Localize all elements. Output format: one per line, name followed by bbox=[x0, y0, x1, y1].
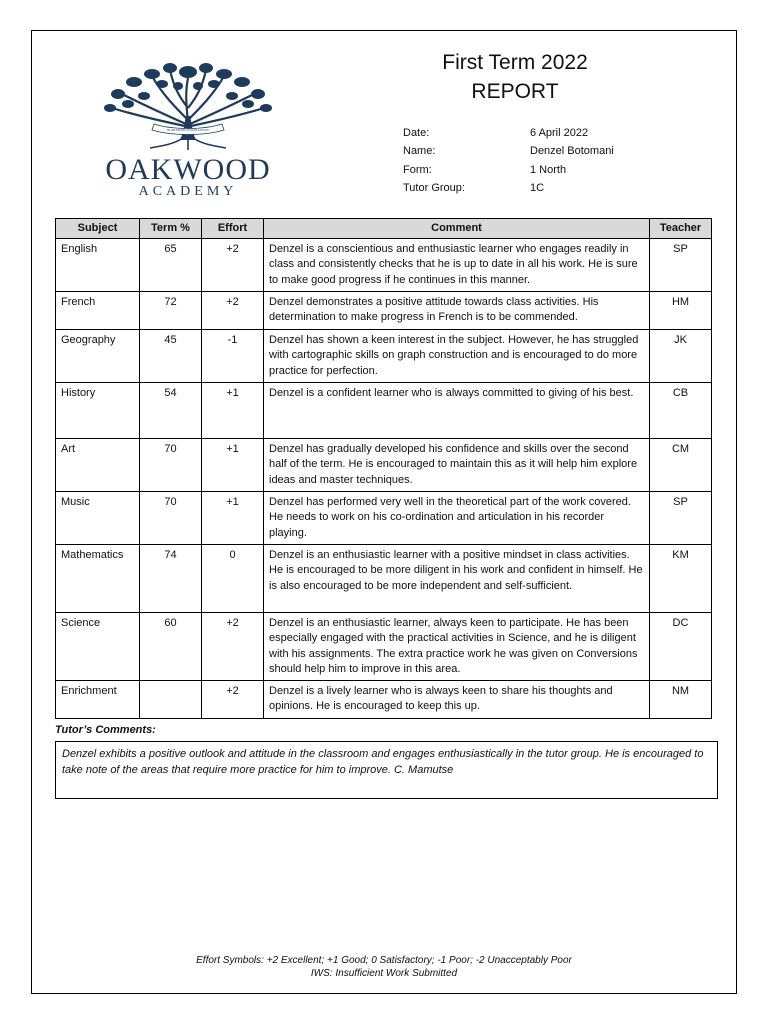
student-info bbox=[403, 124, 614, 197]
info-value: 6 April 2022 bbox=[530, 127, 589, 139]
logo-name: OAKWOOD bbox=[105, 153, 271, 186]
effort-symbols-legend: Effort Symbols: +2 Excellent; +1 Good; 0 Satisfactory; -1 Poor; -2 Unacceptably Poor bbox=[196, 955, 572, 966]
table-row bbox=[56, 292, 712, 330]
effort-cell: +2 bbox=[202, 239, 264, 292]
table-row bbox=[56, 439, 712, 492]
report-title-line1: First Term 2022 bbox=[442, 51, 588, 74]
table-row bbox=[56, 681, 712, 719]
teacher-cell: SP bbox=[650, 492, 712, 545]
info-value: 1C bbox=[530, 181, 545, 194]
grades-table bbox=[55, 218, 712, 719]
table-row bbox=[56, 239, 712, 292]
table-row bbox=[56, 545, 712, 613]
comment-cell: Denzel is a conscientious and enthusiastic learner who engages readily in class and consistently checks that he is up to date in all his work. He is sure to make good progress if he continues in this manner. bbox=[264, 239, 650, 292]
info-value: Denzel Botomani bbox=[530, 145, 614, 158]
column-header: Term % bbox=[140, 219, 202, 239]
report-title bbox=[380, 48, 650, 106]
info-label: Name: bbox=[403, 145, 436, 158]
info-row-form bbox=[403, 161, 614, 179]
subject-cell: Geography bbox=[56, 330, 140, 383]
school-logo bbox=[88, 58, 288, 203]
effort-cell: +1 bbox=[202, 492, 264, 545]
column-header: Subject bbox=[56, 219, 140, 239]
effort-cell: +2 bbox=[202, 292, 264, 330]
comment-cell: Denzel is a lively learner who is always keen to share his thoughts and opinions. He is encouraged to keep this up. bbox=[264, 681, 650, 719]
column-header: Effort bbox=[202, 219, 264, 239]
term-cell: 70 bbox=[140, 492, 202, 545]
term-cell: 54 bbox=[140, 383, 202, 439]
table-header-row bbox=[56, 219, 712, 239]
info-row-tutor-group bbox=[403, 179, 614, 197]
term-cell bbox=[140, 681, 202, 719]
tutor-comments-label: Tutor’s Comments: bbox=[55, 724, 156, 736]
comment-cell: Denzel is a confident learner who is always committed to giving of his best. bbox=[264, 383, 650, 439]
term-cell: 70 bbox=[140, 439, 202, 492]
table-row bbox=[56, 492, 712, 545]
term-cell: 65 bbox=[140, 239, 202, 292]
teacher-cell: DC bbox=[650, 613, 712, 681]
teacher-cell: SP bbox=[650, 239, 712, 292]
effort-cell: +1 bbox=[202, 383, 264, 439]
subject-cell: Music bbox=[56, 492, 140, 545]
term-cell: 72 bbox=[140, 292, 202, 330]
comment-cell: Denzel has shown a keen interest in the subject. However, he has struggled with cartographic skills on graph construction and is encouraged to do more practice for perfection. bbox=[264, 330, 650, 383]
effort-cell: +2 bbox=[202, 613, 264, 681]
iws-legend: IWS: Insufficient Work Submitted bbox=[310, 968, 458, 979]
effort-cell: +2 bbox=[202, 681, 264, 719]
tutor-comments-box: Denzel exhibits a positive outlook and attitude in the classroom and engages enthusiastically in the tutor group. He is encouraged to take note of the areas that require more practice for him to improve. C. Mamutse bbox=[55, 741, 718, 799]
comment-cell: Denzel is an enthusiastic learner with a positive mindset in class activities. He is encouraged to be more diligent in his work and confident in himself. He is also encouraged to be more independent and self-sufficient. bbox=[264, 545, 650, 613]
subject-cell: French bbox=[56, 292, 140, 330]
subject-cell: Mathematics bbox=[56, 545, 140, 613]
info-row-name bbox=[403, 142, 614, 160]
logo-ribbon-text: NURTURING EXCELLENCE bbox=[166, 128, 210, 132]
table-row bbox=[56, 613, 712, 681]
teacher-cell: NM bbox=[650, 681, 712, 719]
subject-cell: Science bbox=[56, 613, 140, 681]
teacher-cell: CM bbox=[650, 439, 712, 492]
table-row bbox=[56, 383, 712, 439]
comment-cell: Denzel is an enthusiastic learner, always keen to participate. He has been especially engaged with the practical activities in Science, and he is diligent with his assignments. The extra practice work he was given on Conversions should help him to improve in this area. bbox=[264, 613, 650, 681]
term-cell: 60 bbox=[140, 613, 202, 681]
effort-key-footer bbox=[31, 954, 737, 980]
comment-cell: Denzel has performed very well in the theoretical part of the work covered. He needs to work on his co-ordination and articulation in his recorder playing. bbox=[264, 492, 650, 545]
column-header: Comment bbox=[264, 219, 650, 239]
info-row-date bbox=[403, 124, 614, 142]
teacher-cell: JK bbox=[650, 330, 712, 383]
info-value: 1 North bbox=[530, 163, 567, 176]
comment-cell: Denzel has gradually developed his confidence and skills over the second half of the term. He is encouraged to maintain this as it will help him explore ideas and master techniques. bbox=[264, 439, 650, 492]
teacher-cell: KM bbox=[650, 545, 712, 613]
logo-subtitle: ACADEMY bbox=[138, 184, 238, 199]
subject-cell: Art bbox=[56, 439, 140, 492]
info-label: Date: bbox=[403, 127, 430, 139]
info-label: Tutor Group: bbox=[403, 181, 465, 194]
term-cell: 45 bbox=[140, 330, 202, 383]
report-title-line2: REPORT bbox=[471, 80, 559, 103]
info-label: Form: bbox=[403, 163, 432, 176]
term-cell: 74 bbox=[140, 545, 202, 613]
column-header: Teacher bbox=[650, 219, 712, 239]
table-row bbox=[56, 330, 712, 383]
oak-tree-icon bbox=[88, 58, 288, 153]
subject-cell: Enrichment bbox=[56, 681, 140, 719]
subject-cell: English bbox=[56, 239, 140, 292]
effort-cell: 0 bbox=[202, 545, 264, 613]
teacher-cell: CB bbox=[650, 383, 712, 439]
effort-cell: -1 bbox=[202, 330, 264, 383]
subject-cell: History bbox=[56, 383, 140, 439]
teacher-cell: HM bbox=[650, 292, 712, 330]
effort-cell: +1 bbox=[202, 439, 264, 492]
comment-cell: Denzel demonstrates a positive attitude towards class activities. His determination to make progress in French is to be commended. bbox=[264, 292, 650, 330]
